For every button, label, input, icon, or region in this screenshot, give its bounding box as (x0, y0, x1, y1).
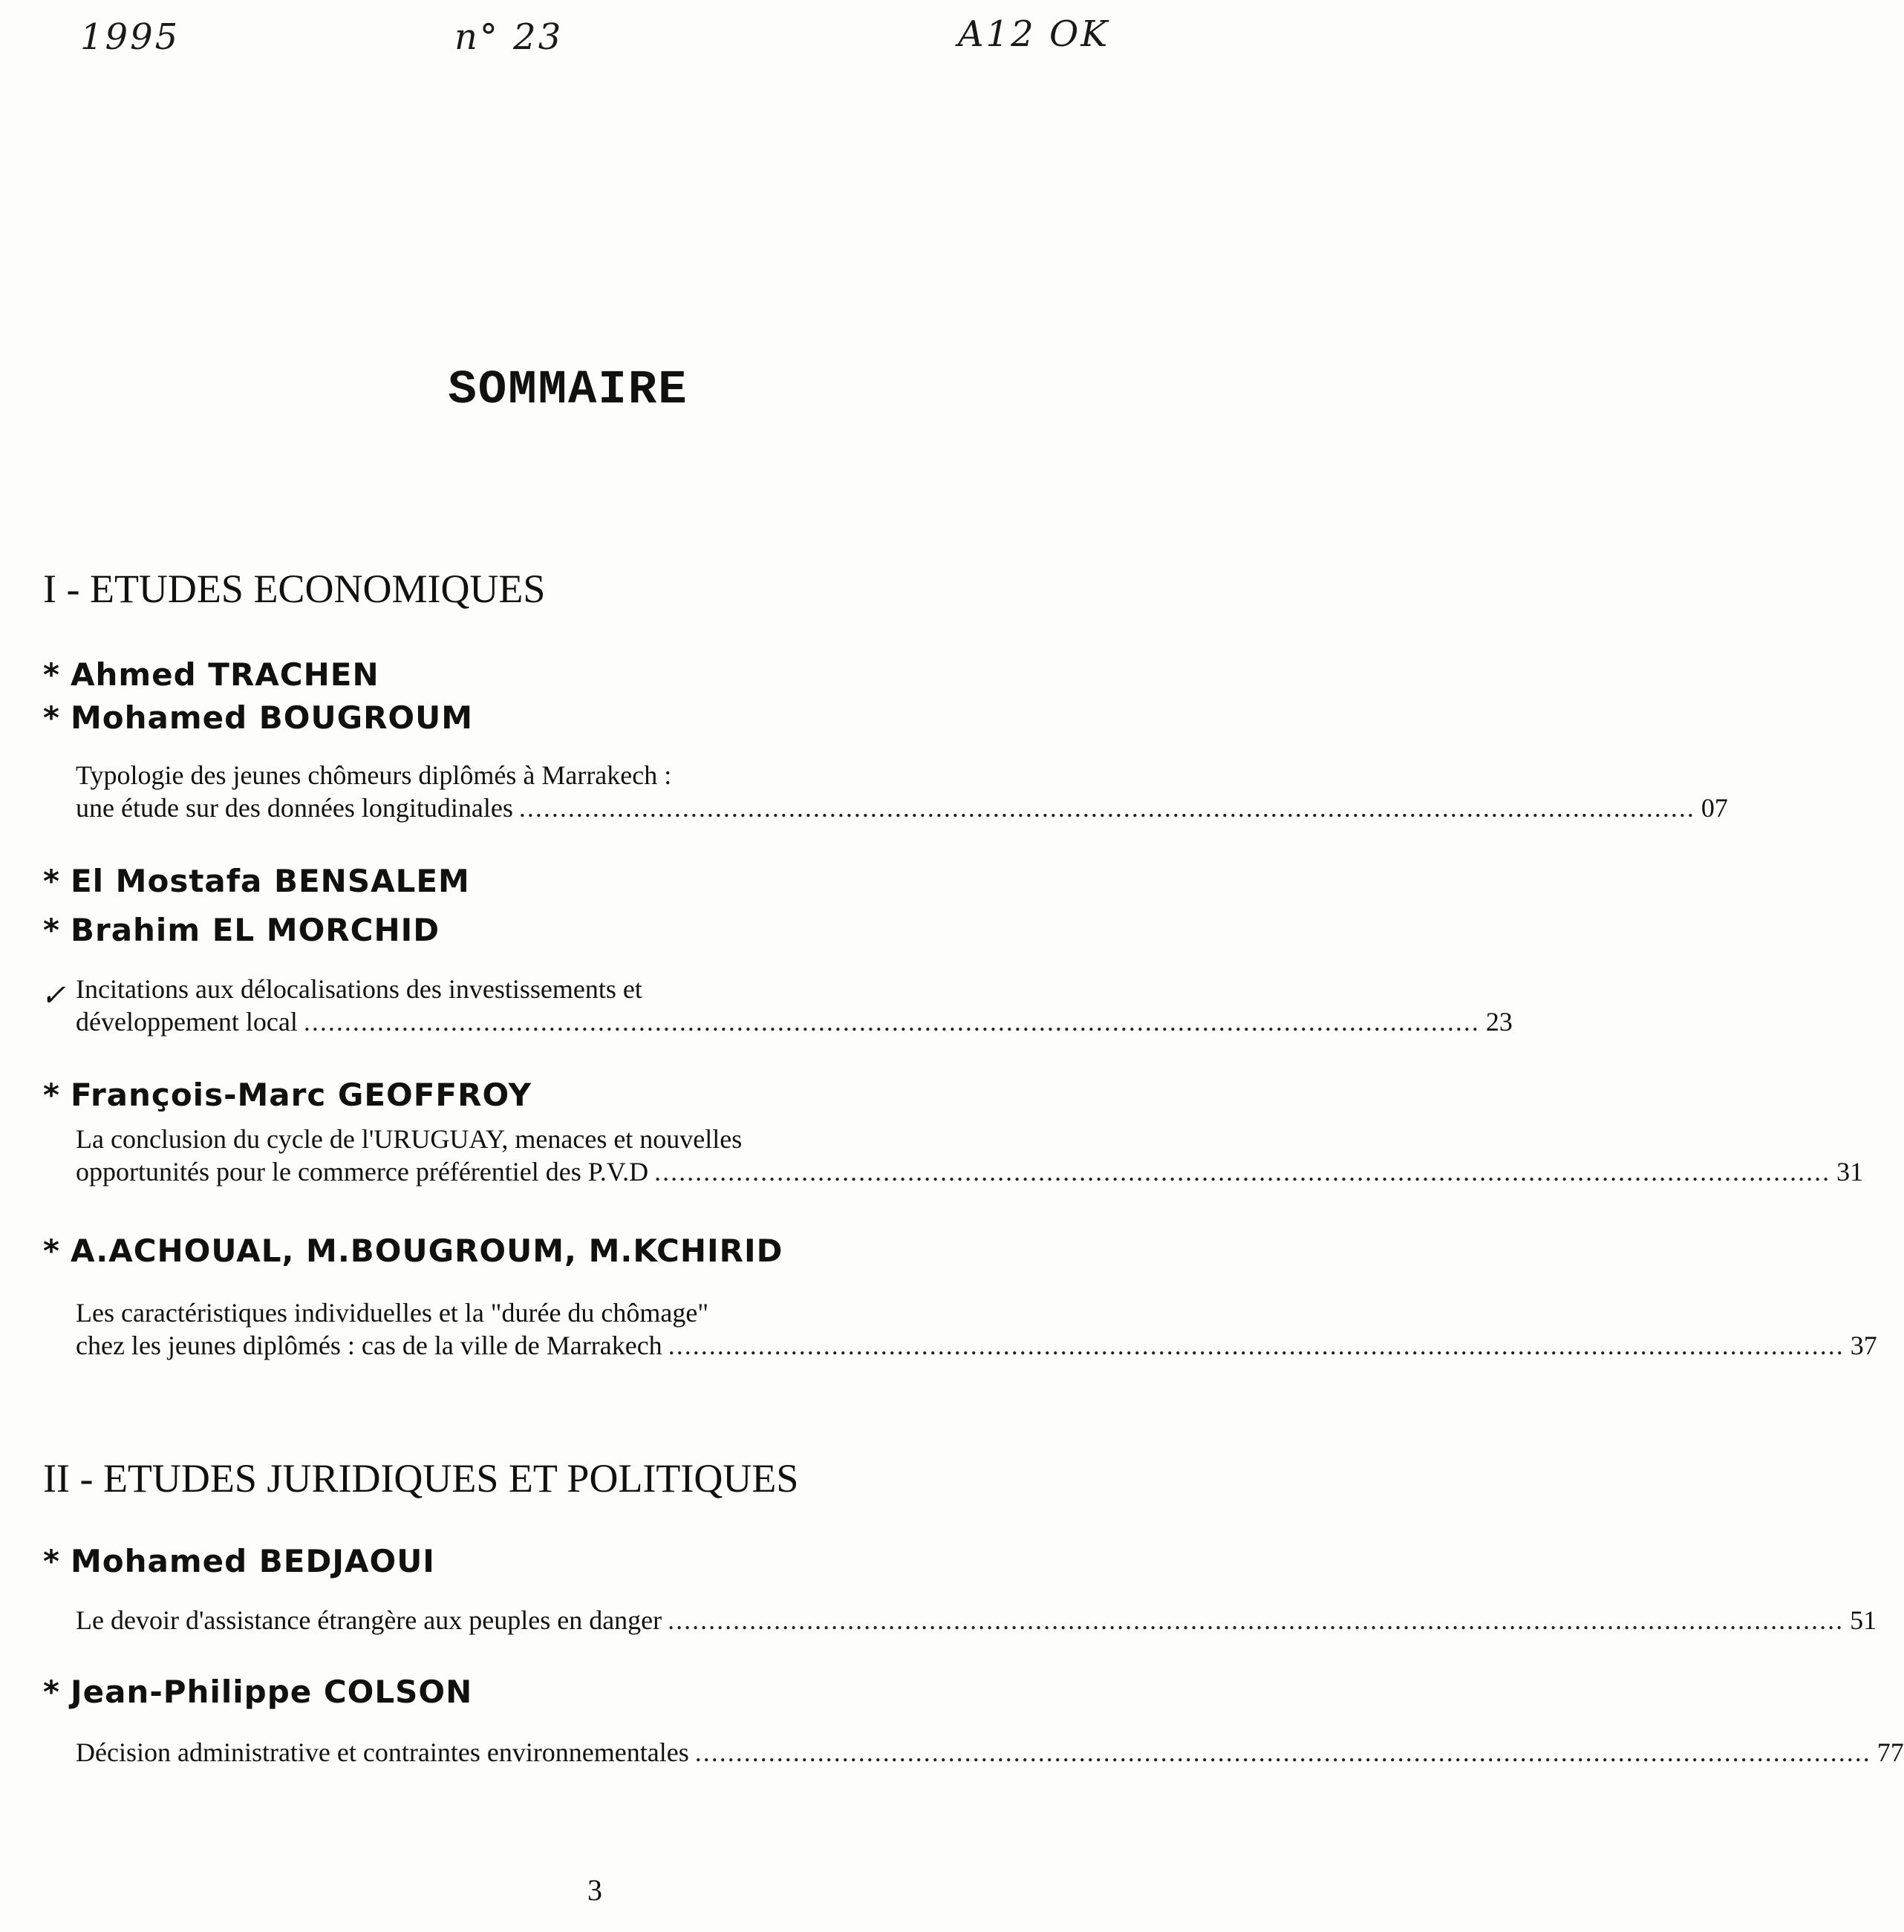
section-heading-juridiques: II - ETUDES JURIDIQUES ET POLITIQUES (43, 1456, 799, 1501)
page-reference: 51 (1850, 1605, 1877, 1635)
page-number: 3 (587, 1873, 602, 1907)
handwritten-issue-number: n° 23 (454, 16, 564, 58)
author-line: * Jean-Philippe COLSON (43, 1674, 473, 1710)
author-line: * El Mostafa BENSALEM (43, 863, 470, 899)
section-heading-economiques: I - ETUDES ECONOMIQUES (43, 567, 546, 611)
page-reference: 77 (1877, 1737, 1904, 1767)
page-reference: 07 (1701, 793, 1728, 823)
page-reference: 37 (1850, 1331, 1877, 1360)
toc-entry: La conclusion du cycle de l'URUGUAY, menaces et nouvelles opportunités pour le commerce préférentiel des P.V.D ................................................................................................................................................ 31 (76, 1124, 1864, 1187)
handwritten-note: A12 OK (958, 13, 1110, 55)
toc-entry: Typologie des jeunes chômeurs diplômés à Marrakech : une étude sur des données longitudinales ................................................................................................................................................ 07 (76, 760, 1728, 823)
author-line: * A.ACHOUAL, M.BOUGROUM, M.KCHIRID (43, 1233, 783, 1269)
page-reference: 31 (1836, 1157, 1864, 1187)
author-line: * Mohamed BOUGROUM (43, 699, 474, 736)
author-line: * François-Marc GEOFFROY (43, 1077, 532, 1113)
author-line: * Brahim EL MORCHID (43, 912, 440, 948)
toc-entry: Incitations aux délocalisations des investissements et développement local ................................................................................................................................................ 23 (76, 974, 1513, 1037)
toc-entry: Le devoir d'assistance étrangère aux peuples en danger ................................................................................................................................................ 51 (76, 1605, 1877, 1635)
toc-entry: Les caractéristiques individuelles et la "durée du chômage" chez les jeunes diplômés : cas de la ville de Marrakech ................................................................................................................................................ 37 (76, 1298, 1877, 1360)
author-line: * Mohamed BEDJAOUI (43, 1543, 435, 1579)
handwritten-check-mark: ✓ (41, 979, 66, 1013)
handwritten-year: 1995 (80, 16, 180, 58)
toc-entry: Décision administrative et contraintes environnementales ................................................................................................................................................ 77 (76, 1737, 1904, 1767)
author-line: * Ahmed TRACHEN (43, 656, 379, 693)
page-reference: 23 (1485, 1007, 1513, 1037)
page-title: SOMMAIRE (448, 364, 688, 417)
